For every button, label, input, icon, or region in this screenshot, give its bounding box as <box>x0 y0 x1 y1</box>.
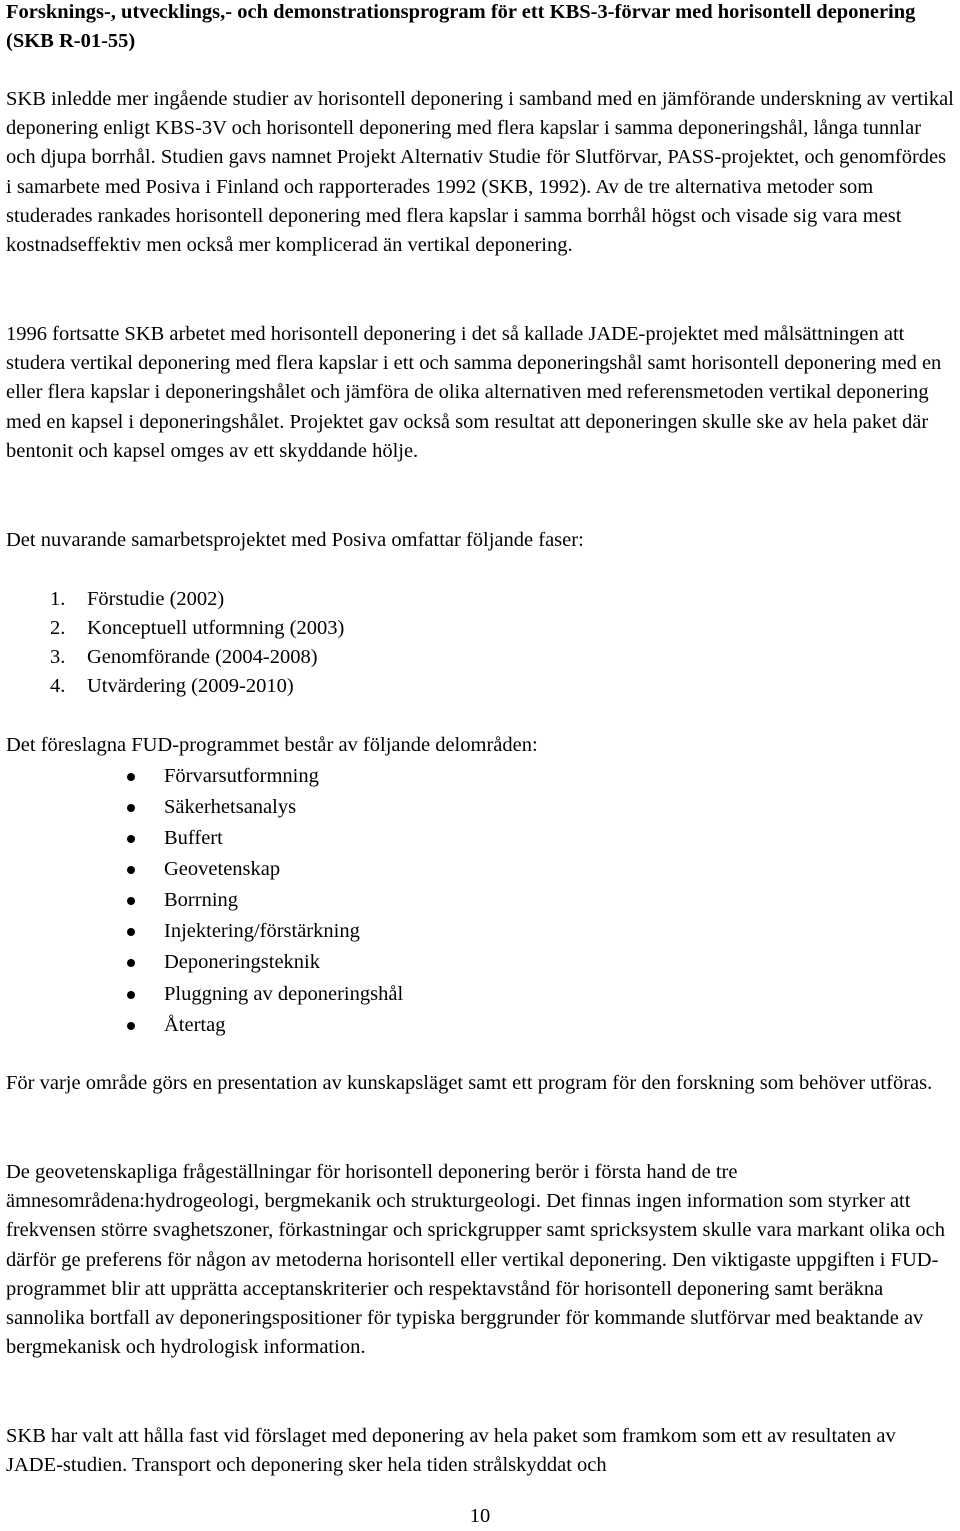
paragraph-phases-intro: Det nuvarande samarbetsprojektet med Posiva omfattar följande faser: <box>6 529 584 551</box>
subarea-text: Borrning <box>164 889 239 911</box>
phase-item <box>50 614 344 643</box>
bullet-icon <box>127 773 135 781</box>
subarea-text: Pluggning av deponeringshål <box>164 983 404 1005</box>
phase-number: 3. <box>50 646 66 668</box>
paragraph-presentation: För varje område görs en presentation av kunskapsläget samt ett program för den forskning som behöver utföras. <box>6 1072 933 1094</box>
bullet-icon <box>127 897 135 905</box>
phase-text: Konceptuell utformning (2003) <box>87 617 345 639</box>
bullet-icon <box>127 835 135 843</box>
page-number: 10 <box>469 1505 491 1527</box>
document-heading: Forsknings-, utvecklings,- och demonstrationsprogram för ett KBS-3-förvar med horisontell deponering (SKB R-01-55) <box>6 1 916 53</box>
subarea-text: Förvarsutformning <box>164 765 319 787</box>
phase-item <box>50 643 318 672</box>
phase-item <box>50 585 224 614</box>
bullet-icon <box>127 1022 135 1030</box>
subarea-text: Återtag <box>164 1014 226 1036</box>
phase-text: Utvärdering (2009-2010) <box>87 675 294 697</box>
phase-number: 1. <box>50 588 66 610</box>
paragraph-geoscience: De geovetenskapliga frågeställningar för horisontell deponering berör i första hand de tre ämnesområdena:hydrogeologi, bergmekanik och strukturgeologi. Det finnas ingen information som styrker att frekvensen större svaghetszoner, förkastningar och sprickgrupper samt spricksystem skulle vara markant olika och därför ge preferens för någon av metoderna horisontell eller vertikal deponering. Den viktigaste uppgiften i FUD-programmet blir att upprätta acceptanskriterier och respektavstånd för horisontell deponering samt beräkna sannolika bortfall av deponeringspositioner för typiska berggrunder för kommande slutförvar med beaktande av bergmekanisk och hydrologisk information. <box>6 1161 946 1359</box>
bullet-icon <box>127 866 135 874</box>
paragraph-subareas-intro: Det föreslagna FUD-programmet består av följande delområden: <box>6 734 538 756</box>
bullet-icon <box>127 991 135 999</box>
subarea-text: Deponeringsteknik <box>164 951 320 973</box>
bullet-icon <box>127 928 135 936</box>
subarea-text: Geovetenskap <box>164 858 281 880</box>
paragraph-pass-project: SKB inledde mer ingående studier av horisontell deponering i samband med en jämförande underskning av vertikal deponering enligt KBS-3V och horisontell deponering med flera kapslar i samma deponeringshål, långa tunnlar och djupa borrhål. Studien gavs namnet Projekt Alternativ Studie för Slutförvar, PASS-projektet, och genomfördes i samarbete med Posiva i Finland och rapporterades 1992 (SKB, 1992). Av de tre alternativa metoder som studerades rankades horisontell deponering med flera kapslar i samma borrhål högst och visade sig vara mest kostnadseffektiv men också mer komplicerad än vertikal deponering. <box>6 88 954 257</box>
phase-text: Förstudie (2002) <box>87 588 225 610</box>
paragraph-jade-project: 1996 fortsatte SKB arbetet med horisontell deponering i det så kallade JADE-projektet med målsättningen att studera vertikal deponering med flera kapslar i ett och samma deponeringshål samt horisontell deponering med en eller flera kapslar i deponeringshålet och jämföra de olika alternativen med referensmetoden vertikal deponering med en kapsel i deponeringshålet. Projektet gav också som resultat att deponeringen skulle ske av hela paket där bentonit och kapsel omges av ett skyddande hölje. <box>6 323 942 462</box>
phase-item <box>50 672 294 701</box>
phase-number: 2. <box>50 617 66 639</box>
paragraph-jade-results: SKB har valt att hålla fast vid förslaget med deponering av hela paket som framkom som ett av resultaten av JADE-studien. Transport och deponering sker hela tiden strålskyddat och <box>6 1425 896 1477</box>
bullet-icon <box>127 959 135 967</box>
subarea-text: Buffert <box>164 827 223 849</box>
subarea-text: Injektering/förstärkning <box>164 920 360 942</box>
bullet-icon <box>127 804 135 812</box>
phase-text: Genomförande (2004-2008) <box>87 646 318 668</box>
subarea-text: Säkerhetsanalys <box>164 796 297 818</box>
phase-number: 4. <box>50 675 66 697</box>
